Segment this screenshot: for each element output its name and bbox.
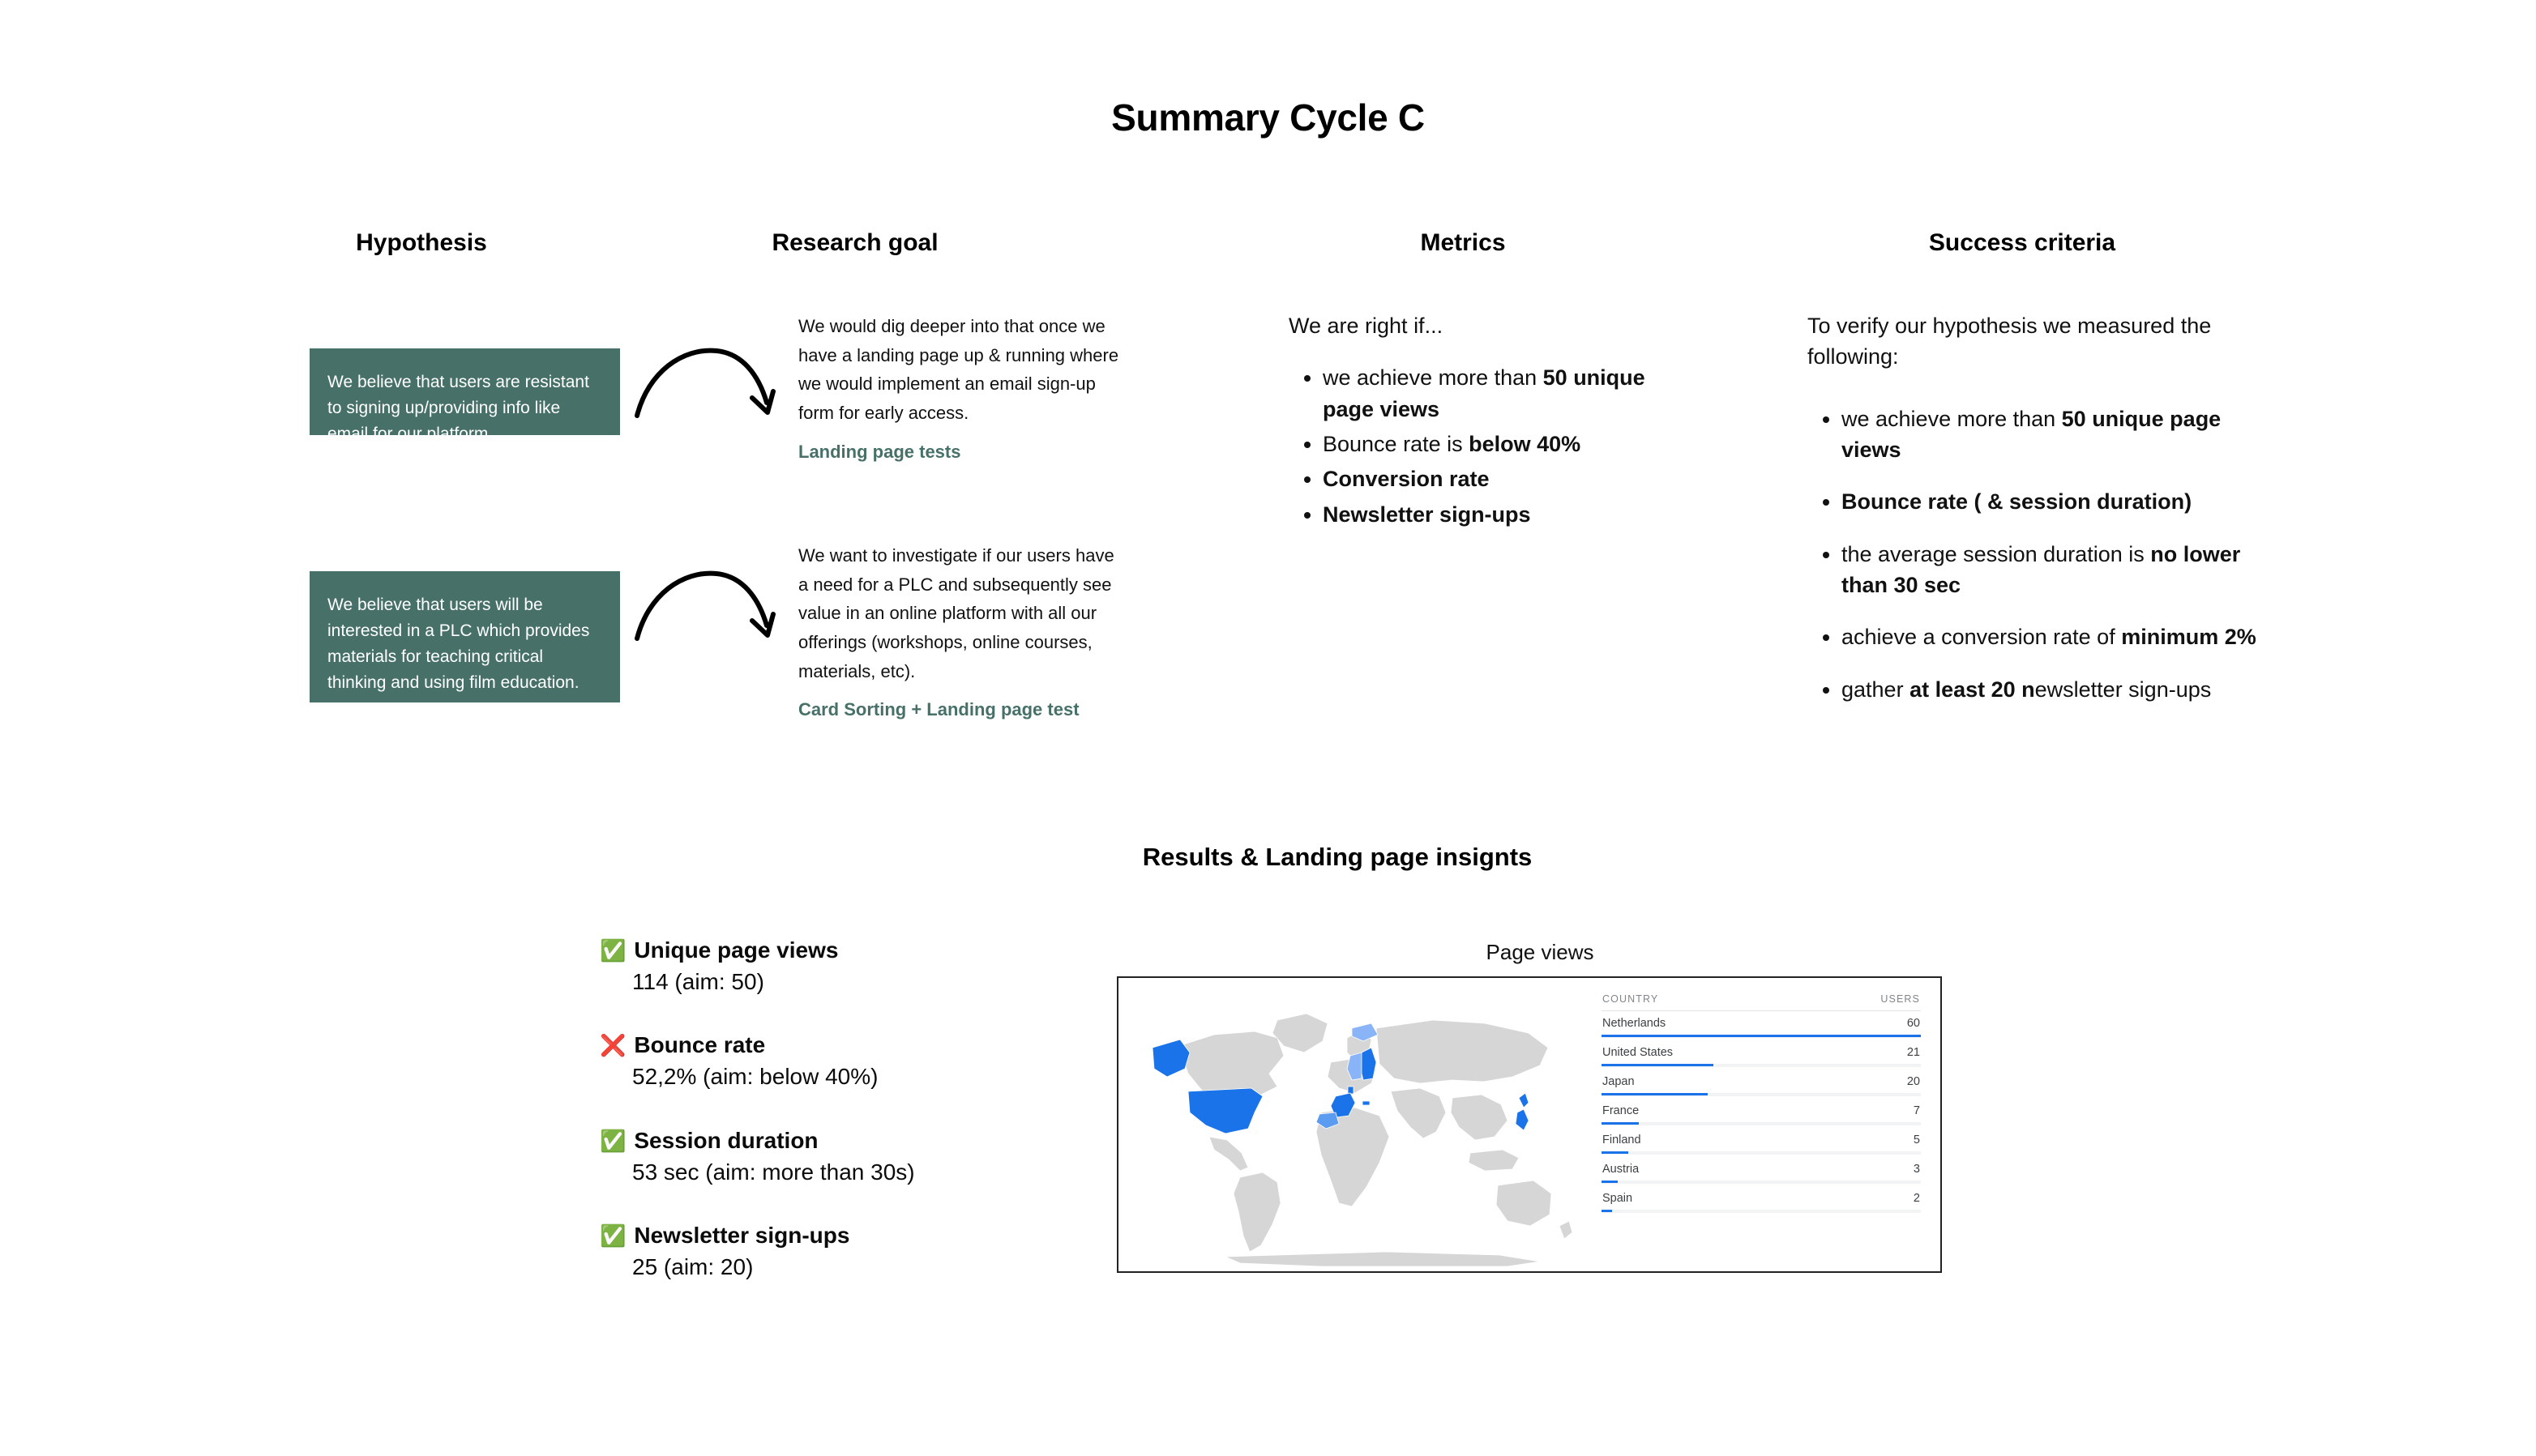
column-header-country[interactable]: COUNTRY [1602,993,1805,1011]
metrics-item-plain: we achieve more than [1323,365,1543,391]
metrics-list-item [1323,429,1670,459]
bar-track [1602,1093,1921,1096]
result-item [600,936,1102,997]
world-map-svg [1118,978,1582,1271]
result-item [600,1126,1102,1187]
table-row[interactable] [1602,1040,1921,1060]
success-criteria-list-item [1841,403,2261,466]
cell-users: 5 [1913,1134,1920,1146]
table-row[interactable] [1602,1099,1921,1118]
metrics-list [1289,362,1670,530]
analytics-table [1602,993,1921,1215]
table-row[interactable] [1602,1128,1921,1147]
research-goal-block [798,312,1123,466]
cell-country: France [1602,1104,1640,1117]
success-item-plain: we achieve more than [1841,406,2062,431]
result-value: 53 sec (aim: more than 30s) [632,1159,915,1185]
success-item-bold: 50 unique page views [1841,406,2222,462]
table-header-row [1602,993,1921,1011]
metrics-list-item [1323,463,1670,494]
bar-fill [1602,1035,1921,1037]
bar-fill [1602,1151,1628,1154]
result-label: Session duration [634,1127,819,1153]
hypothesis-card: We believe that users are resistant to signing up/providing info like email for our platform [310,348,620,435]
cell-users: 2 [1913,1192,1920,1205]
bar-track [1602,1210,1921,1213]
table-row[interactable] [1602,1157,1921,1176]
success-item-bold: Bounce rate ( & session duration) [1841,489,2192,515]
bar-fill [1602,1064,1713,1066]
metrics-list-item [1323,362,1670,425]
table-row-bar [1602,1031,1921,1040]
column-header-hypothesis: Hypothesis [356,229,487,256]
success-item-tail: ewsletter sign-ups [2034,677,2212,702]
table-row-bar [1602,1060,1921,1070]
success-item-plain: gather [1841,677,1910,702]
cell-country: Japan [1602,1075,1635,1088]
result-item [600,1031,1102,1091]
bar-track [1602,1035,1921,1038]
map-country-netherlands [1348,1087,1354,1094]
bar-fill [1602,1093,1708,1095]
cell-country: Spain [1602,1192,1633,1205]
table-row-bar [1602,1118,1921,1128]
result-item [600,1221,1102,1282]
cell-country: United States [1602,1046,1674,1059]
table-row[interactable] [1602,1011,1921,1031]
country-users-table [1582,978,1940,1271]
result-heading [600,1221,1102,1249]
world-map[interactable] [1118,978,1582,1271]
success-criteria-list-item [1841,674,2261,705]
table-row-bar [1602,1147,1921,1157]
bar-track [1602,1151,1921,1155]
success-criteria-list-item [1841,486,2261,517]
table-row[interactable] [1602,1070,1921,1089]
table-row-bar [1602,1206,1921,1215]
table-row[interactable] [1602,1186,1921,1206]
metrics-item-bold: Newsletter sign-ups [1323,502,1531,527]
hypothesis-card: We believe that users will be interested in a PLC which provides materials for teaching critical thinking and using film education. [310,571,620,702]
page-title: Summary Cycle C [1111,96,1425,139]
result-heading [600,936,1102,964]
result-value: 114 (aim: 50) [632,969,764,994]
research-goal-text: We want to investigate if our users have a need for a PLC and subsequently see value in an online platform with all our offerings (workshops, online courses, materials, etc). [798,545,1114,681]
check-mark-button-icon: ✅ [600,938,627,963]
success-item-bold: at least 20 n [1909,677,2035,702]
success-criteria-column [1807,310,2261,705]
curved-arrow-icon [632,551,794,656]
page-views-caption: Page views [1486,940,1594,964]
metrics-item-bold: below 40% [1469,431,1581,456]
success-criteria-list-item [1841,621,2261,652]
success-item-plain: the average session duration is [1841,541,2151,566]
metrics-item-bold: 50 unique page views [1323,365,1645,421]
check-mark-button-icon: ✅ [600,1128,627,1153]
success-item-plain: achieve a conversion rate of [1841,625,2122,650]
result-value: 52,2% (aim: below 40%) [632,1064,879,1090]
cell-users: 20 [1906,1075,1920,1088]
metrics-intro: We are right if... [1289,314,1443,338]
cell-country: Netherlands [1602,1017,1666,1030]
research-goal-block [798,541,1123,724]
cell-country: Finland [1602,1134,1641,1146]
analytics-table-body [1602,1011,1921,1216]
metrics-column [1289,310,1670,534]
research-goal-method: Card Sorting + Landing page test [798,699,1080,720]
metrics-list-item [1323,499,1670,530]
cell-users: 7 [1913,1104,1920,1117]
bar-fill [1602,1181,1618,1183]
check-mark-button-icon: ✅ [600,1223,627,1249]
results-list [600,936,1102,1283]
research-goal-text: We would dig deeper into that once we have a landing page up & running where we would implement an email sign-up form for early access. [798,316,1119,423]
column-header-users[interactable]: USERS [1805,993,1921,1011]
column-header-research-goal: Research goal [772,229,939,256]
bar-fill [1602,1210,1612,1212]
metrics-item-bold: Conversion rate [1323,467,1490,492]
results-section-title: Results & Landing page insignts [1142,843,1533,871]
result-heading [600,1126,1102,1155]
curved-arrow-icon [632,328,794,433]
map-country-austria [1362,1101,1370,1105]
cell-country: Austria [1602,1163,1640,1176]
bar-track [1602,1064,1921,1067]
bar-fill [1602,1122,1639,1125]
success-criteria-list-item [1841,539,2261,601]
analytics-table-head [1602,993,1921,1011]
column-header-success-criteria: Success criteria [1928,229,2116,256]
table-row-bar [1602,1089,1921,1099]
result-label: Newsletter sign-ups [634,1223,850,1249]
success-item-bold: minimum 2% [2121,625,2256,650]
success-criteria-intro: To verify our hypothesis we measured the following: [1807,314,2212,369]
cross-mark-icon: ❌ [600,1033,627,1058]
analytics-widget [1117,976,1942,1273]
column-header-metrics: Metrics [1420,229,1506,256]
cell-users: 3 [1913,1163,1920,1176]
success-item-bold: no lower than 30 sec [1841,541,2241,597]
table-row-bar [1602,1176,1921,1186]
metrics-item-plain: Bounce rate is [1323,431,1469,456]
result-label: Unique page views [634,937,839,963]
result-label: Bounce rate [634,1032,766,1058]
bar-track [1602,1181,1921,1184]
research-goal-method: Landing page tests [798,441,961,462]
bar-track [1602,1122,1921,1125]
cell-users: 60 [1906,1017,1920,1030]
cell-users: 21 [1906,1046,1920,1059]
success-criteria-list [1807,403,2261,705]
result-value: 25 (aim: 20) [632,1254,754,1280]
result-heading [600,1031,1102,1059]
